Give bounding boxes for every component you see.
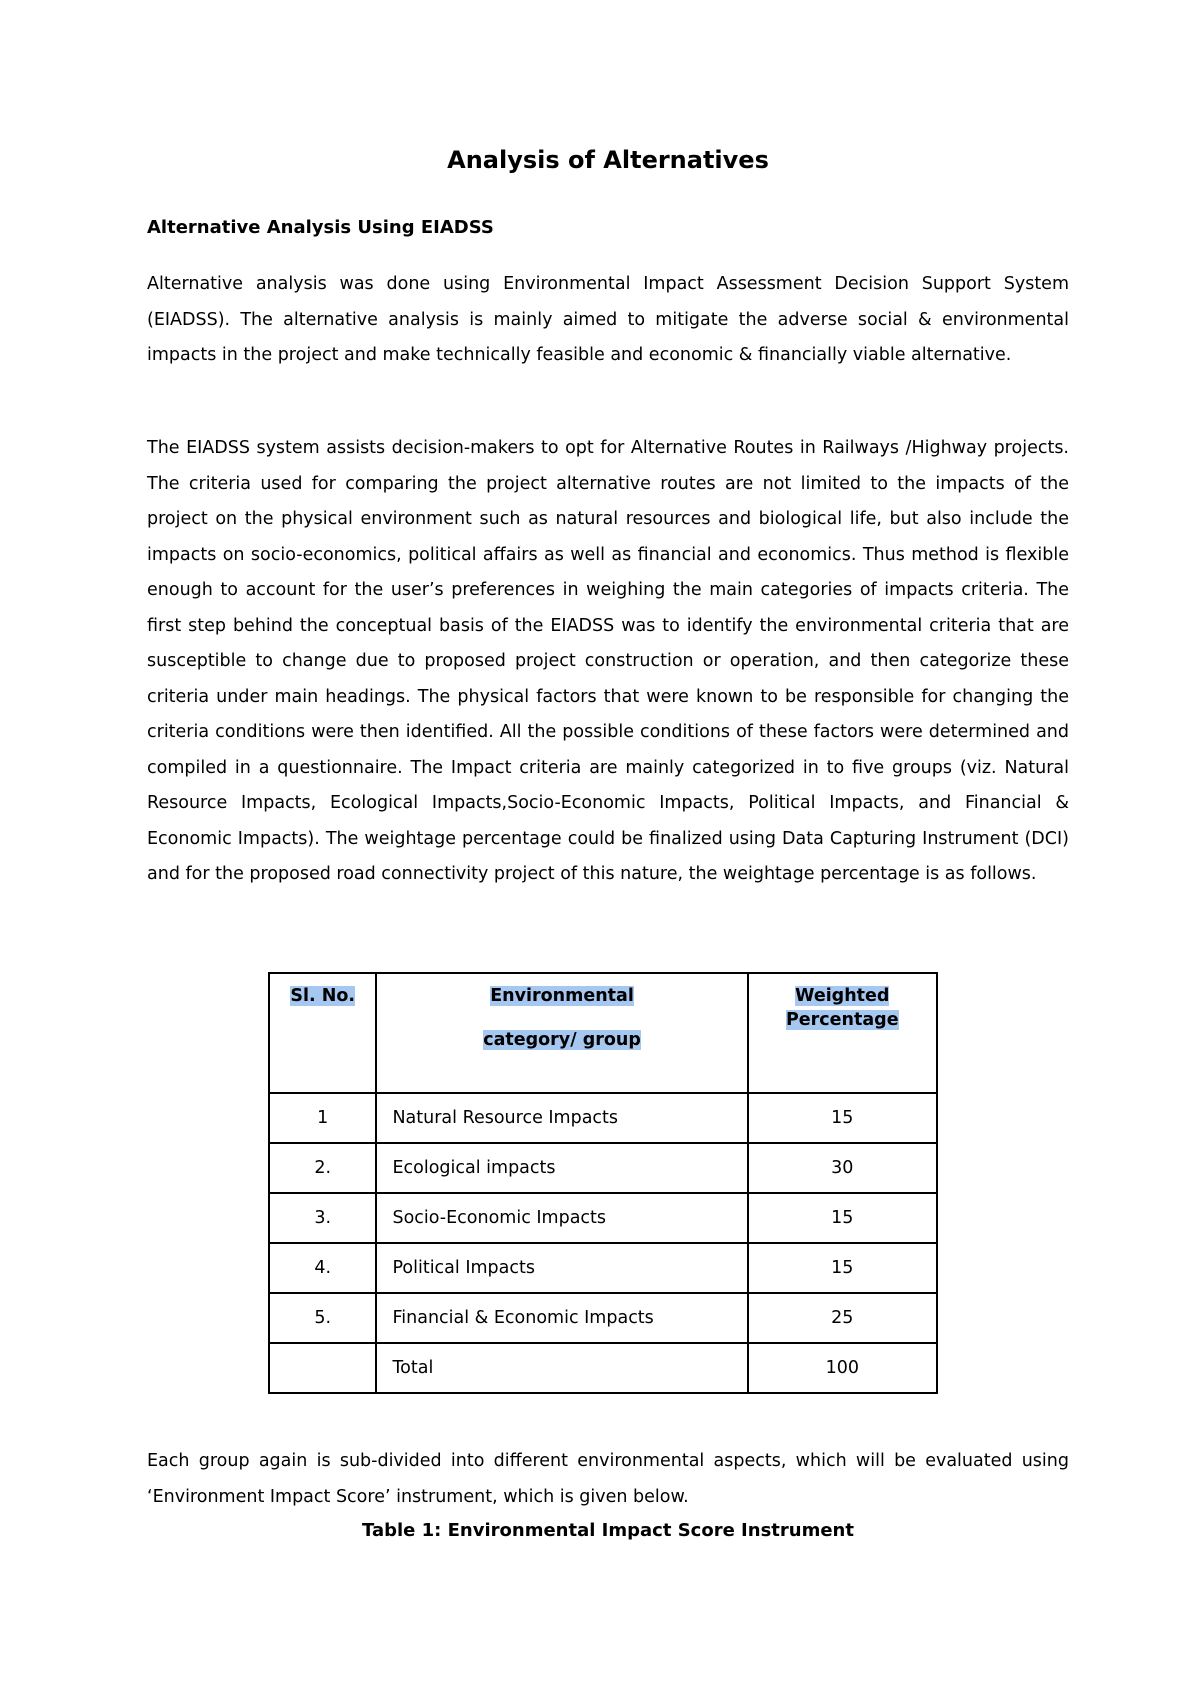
cell-weight: 15 (748, 1243, 937, 1293)
paragraph-eiadss: The EIADSS system assists decision-makers to opt for Alternative Routes in Railways /Highway projects. The criteria used for comparing the project alternative routes are not limited to the impacts of the project on the physical environment such as natural resources and biological life, but also include the impacts on socio-economics, political affairs as well as financial and economics. Thus method is flexible enough to account for the user’s preferences in weighing the main categories of impacts criteria. The first step behind the conceptual basis of the EIADSS was to identify the environmental criteria that are susceptible to change due to proposed project construction or operation, and then categorize these criteria under main headings. The physical factors that were known to be responsible for changing the criteria conditions were then identified. All the possible conditions of these factors were determined and compiled in a questionnaire. The Impact criteria are mainly categorized in to five groups (viz. Natural Resource Impacts, Ecological Impacts,Socio-Economic Impacts, Political Impacts, and Financial & Economic Impacts). The weightage percentage could be finalized using Data Capturing Instrument (DCI) and for the proposed road connectivity project of this nature, the weightage percentage is as follows. (147, 438, 1069, 884)
paragraph-intro: Alternative analysis was done using Environmental Impact Assessment Decision Support System (EIADSS). The alternative analysis is mainly aimed to mitigate the adverse social & environmental impacts in the project and make technically feasible and economic & financially viable alternative. (147, 274, 1069, 365)
cell-weight: 25 (748, 1293, 937, 1343)
table-row (269, 1243, 937, 1293)
header-category-line1: Environmental (490, 986, 634, 1006)
cell-weight: 15 (748, 1093, 937, 1143)
header-weight (748, 973, 937, 1093)
cell-no: 5. (269, 1293, 376, 1343)
cell-no (269, 1343, 376, 1393)
table-row-total (269, 1343, 937, 1393)
cell-no: 1 (269, 1093, 376, 1143)
header-sl-no-label: Sl. No. (290, 986, 356, 1006)
cell-category: Natural Resource Impacts (376, 1093, 747, 1143)
table-row (269, 1193, 937, 1243)
cell-category: Ecological impacts (376, 1143, 747, 1193)
header-weight-line2: Percentage (785, 1010, 899, 1030)
cell-category: Total (376, 1343, 747, 1393)
section-heading: Alternative Analysis Using EIADSS (147, 217, 494, 238)
cell-category: Socio-Economic Impacts (376, 1193, 747, 1243)
cell-weight: 15 (748, 1193, 937, 1243)
page-title: Analysis of Alternatives (447, 146, 769, 174)
cell-weight: 100 (748, 1343, 937, 1393)
weightage-table (268, 972, 938, 1394)
header-category-line2: category/ group (483, 1030, 641, 1050)
cell-weight: 30 (748, 1143, 937, 1193)
table-caption: Table 1: Environmental Impact Score Instrument (362, 1520, 854, 1541)
table-row (269, 1293, 937, 1343)
cell-no: 3. (269, 1193, 376, 1243)
table-row (269, 1143, 937, 1193)
table-row (269, 1093, 937, 1143)
cell-no: 2. (269, 1143, 376, 1193)
table-header-row (269, 973, 937, 1093)
header-weight-line1: Weighted (795, 986, 890, 1006)
header-category (376, 973, 747, 1093)
cell-category: Political Impacts (376, 1243, 747, 1293)
header-sl-no (269, 973, 376, 1093)
cell-no: 4. (269, 1243, 376, 1293)
cell-category: Financial & Economic Impacts (376, 1293, 747, 1343)
paragraph-subdivision: Each group again is sub-divided into different environmental aspects, which will be evaluated using ‘Environment Impact Score’ instrument, which is given below. (147, 1451, 1069, 1507)
